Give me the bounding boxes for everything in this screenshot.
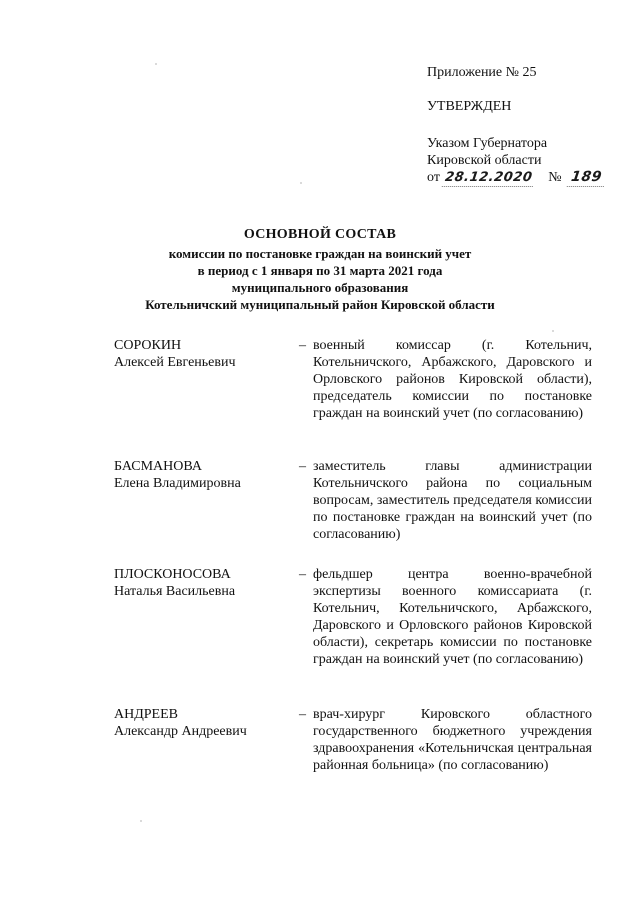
decree-date-line xyxy=(427,169,604,187)
handwritten-date: 28.12.2020 xyxy=(442,169,536,187)
member-role: врач-хирург Кировского областного государственного бюджетного учреждения здравоохранения «Котельничская центральная районная больница» (по согласованию) xyxy=(313,707,592,773)
member-given-name: Александр Андреевич xyxy=(114,724,247,739)
member-given-name: Елена Владимировна xyxy=(114,476,241,491)
member-dash: – xyxy=(299,338,306,353)
scan-speck xyxy=(155,63,157,65)
member-surname: ПЛОСКОНОСОВА xyxy=(114,567,231,582)
member-surname: СОРОКИН xyxy=(114,338,182,353)
member-role: военный комиссар (г. Котельнич, Котельничского, Арбажского, Даровского и Орловского районов Кировской области), председатель комиссии по постановке граждан на воинский учет (по согласованию) xyxy=(313,338,592,421)
member-role: заместитель главы администрации Котельничского района по социальным вопросам, заместитель председателя комиссии по постановке граждан на воинский учет (по согласованию) xyxy=(313,459,592,542)
decree-line-1: Указом Губернатора xyxy=(427,136,548,151)
title-line-2: комиссии по постановке граждан на воинский учет xyxy=(168,246,472,261)
member-dash: – xyxy=(299,567,306,582)
title-line-3: в период с 1 января по 31 марта 2021 года xyxy=(197,263,443,278)
member-surname: БАСМАНОВА xyxy=(114,459,202,474)
member-role: фельдшер центра военно-врачебной экспертизы военного комиссариата (г. Котельнич, Котельничского, Арбажского, Даровского и Орловского районов Кировской области), секретарь комиссии по постановке граждан на воинский учет (по согласованию) xyxy=(313,567,592,667)
decree-line-2: Кировской области xyxy=(427,153,542,168)
approved-label: УТВЕРЖДЕН xyxy=(427,99,512,114)
scan-speck xyxy=(300,182,302,184)
scan-speck xyxy=(552,330,554,332)
member-given-name: Наталья Васильевна xyxy=(114,584,236,599)
title-line-5: Котельничский муниципальный район Кировской области xyxy=(145,297,495,312)
scan-speck xyxy=(140,820,142,822)
member-dash: – xyxy=(299,459,306,474)
number-sign: № xyxy=(548,170,562,185)
document-title xyxy=(100,225,540,313)
appendix-number: Приложение № 25 xyxy=(427,65,537,80)
member-surname: АНДРЕЕВ xyxy=(114,707,178,722)
title-main: ОСНОВНОЙ СОСТАВ xyxy=(243,227,397,242)
member-dash: – xyxy=(299,707,306,722)
title-line-4: муниципального образования xyxy=(231,280,409,295)
date-prefix: от xyxy=(427,170,440,185)
handwritten-number: 189 xyxy=(566,169,605,187)
member-given-name: Алексей Евгеньевич xyxy=(114,355,236,370)
